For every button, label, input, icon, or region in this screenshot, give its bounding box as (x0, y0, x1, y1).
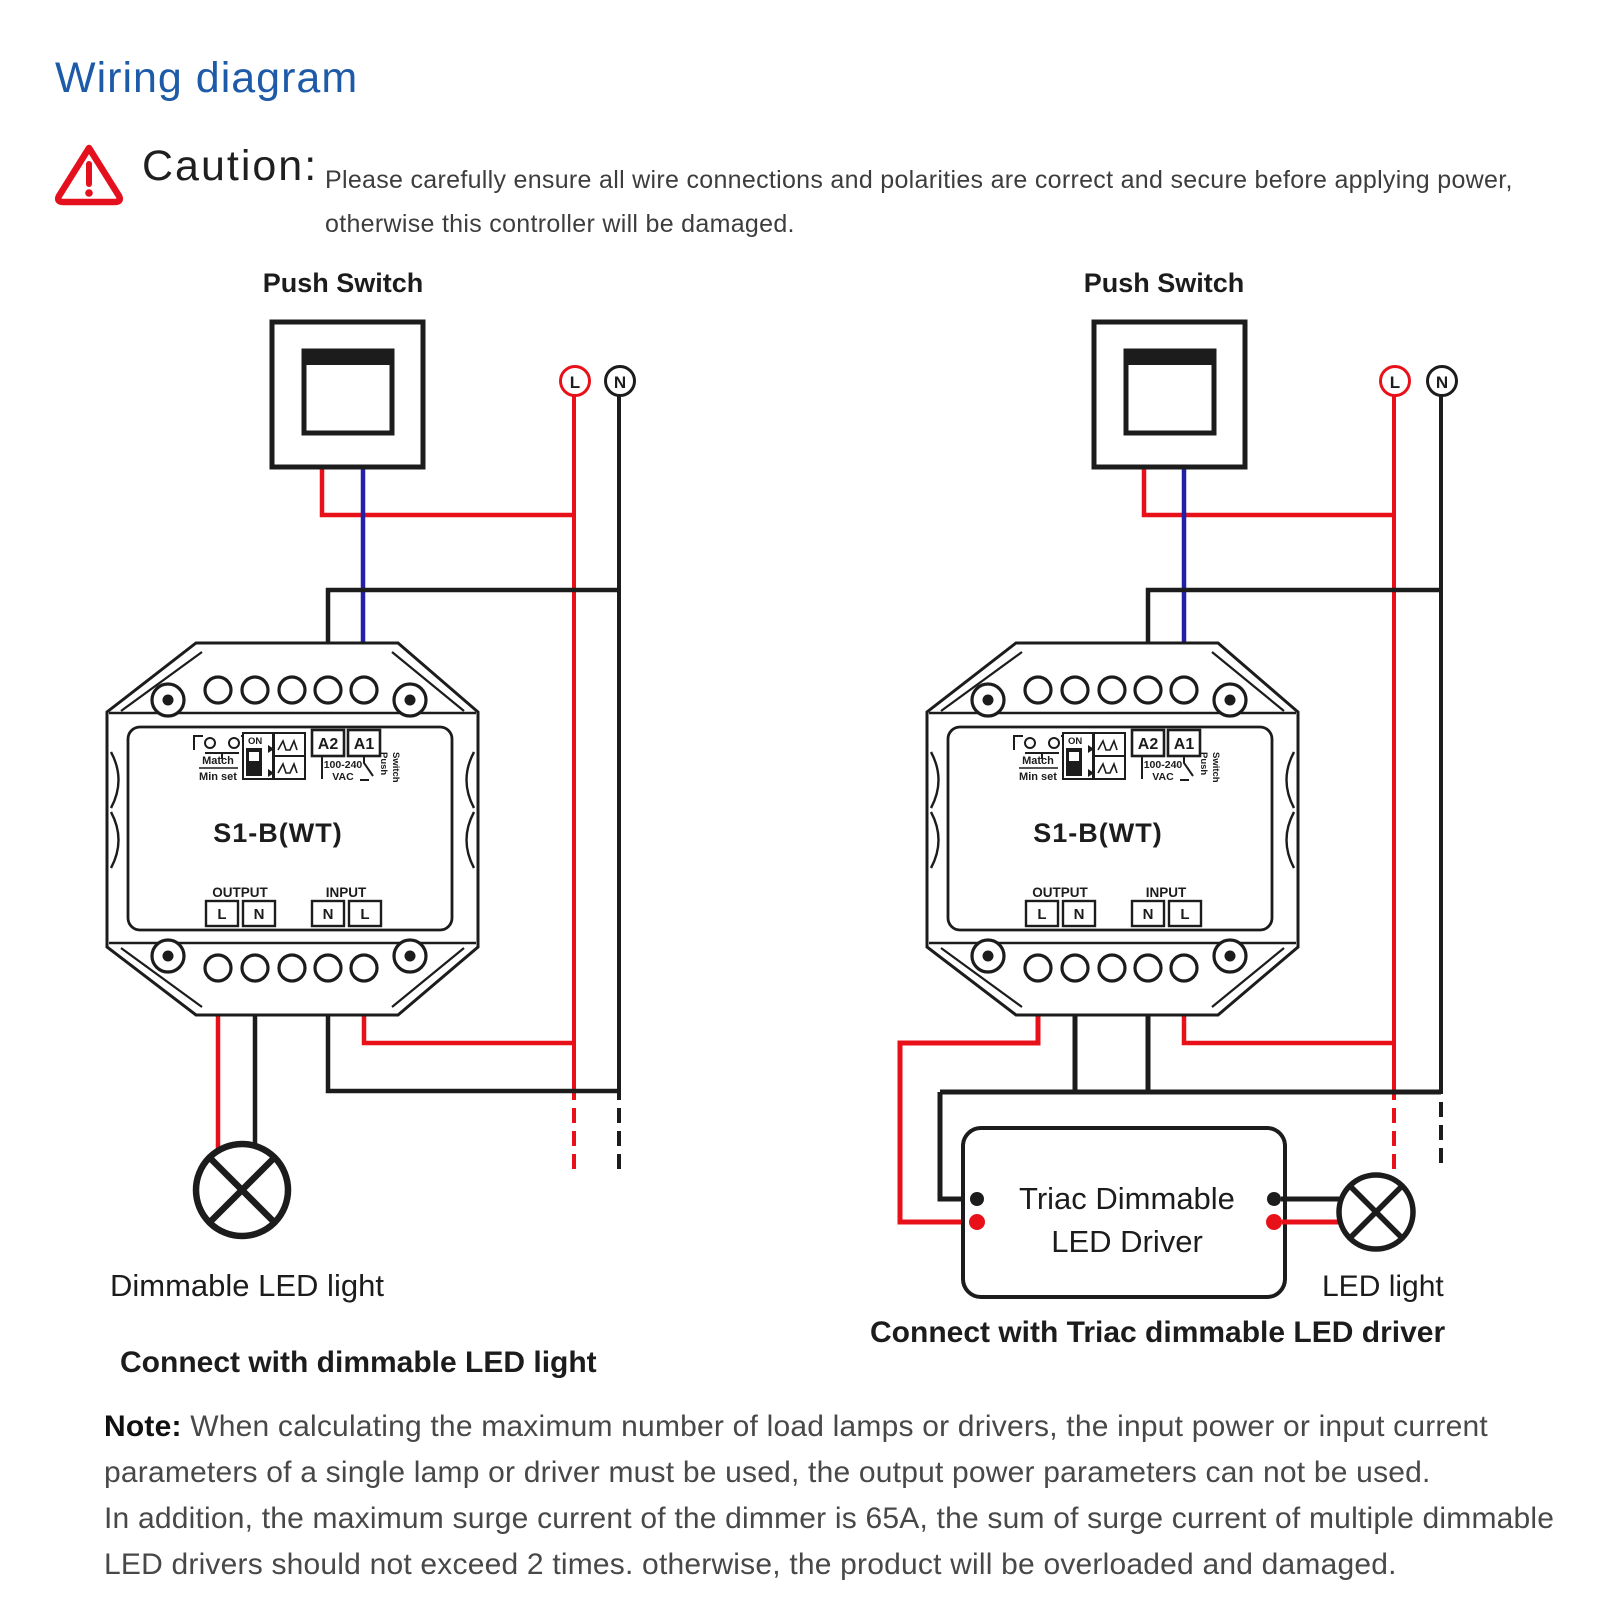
note-line1 (104, 1404, 1554, 1450)
right-controller (927, 643, 1298, 1015)
note-line2: parameters of a single lamp or driver must be used, the output power parameters can not be used. (104, 1456, 1431, 1489)
driver-input-neutral-dot (970, 1192, 984, 1206)
caution-text (325, 158, 1513, 246)
right-push-switch-label: Push Switch (1083, 268, 1245, 298)
driver-output-neutral-dot (1267, 1192, 1281, 1206)
left-live-terminal-label: L (569, 373, 581, 392)
right-caption: Connect with Triac dimmable LED driver (870, 1316, 1446, 1349)
right-diagram (870, 268, 1457, 1349)
note-line1-text: When calculating the maximum number of load lamps or drivers, the input power or input current (190, 1410, 1488, 1443)
caution-label: Caution: (142, 142, 319, 190)
left-diagram (107, 268, 635, 1379)
left-neutral-terminal-label: N (613, 373, 627, 392)
right-neutral-terminal-label: N (1435, 373, 1449, 392)
note-line3: In addition, the maximum surge current of the dimmer is 65A, the sum of surge current of multiple dimmable (104, 1502, 1555, 1535)
left-dimmable-lamp-icon (196, 1144, 288, 1236)
driver-output-live-dot (1266, 1214, 1282, 1230)
driver-input-live-dot (969, 1214, 985, 1230)
note-block (104, 1404, 1554, 1588)
left-push-switch (272, 322, 423, 467)
right-lamp-label: LED light (1322, 1270, 1444, 1303)
right-switch-live-wire (1144, 465, 1394, 515)
left-caption: Connect with dimmable LED light (120, 1346, 597, 1379)
warning-triangle-icon (52, 142, 126, 208)
driver-label-line2: LED Driver (1051, 1224, 1203, 1259)
caution-line2: otherwise this controller will be damaged. (325, 210, 795, 238)
left-push-switch-label: Push Switch (262, 268, 424, 298)
left-controller (107, 643, 478, 1015)
right-live-terminal-label: L (1389, 373, 1401, 392)
caution-line1: Please carefully ensure all wire connections and polarities are correct and secure before applying power, (325, 166, 1513, 194)
page-title: Wiring diagram (55, 54, 359, 102)
note-label: Note: (104, 1410, 182, 1443)
right-led-lamp-icon (1339, 1175, 1413, 1249)
left-switch-live-wire (322, 465, 574, 515)
note-line4: LED drivers should not exceed 2 times. otherwise, the product will be overloaded and damaged. (104, 1548, 1397, 1581)
right-push-switch (1094, 322, 1245, 467)
left-lamp-label: Dimmable LED light (110, 1268, 384, 1303)
driver-label-line1: Triac Dimmable (1019, 1181, 1235, 1216)
